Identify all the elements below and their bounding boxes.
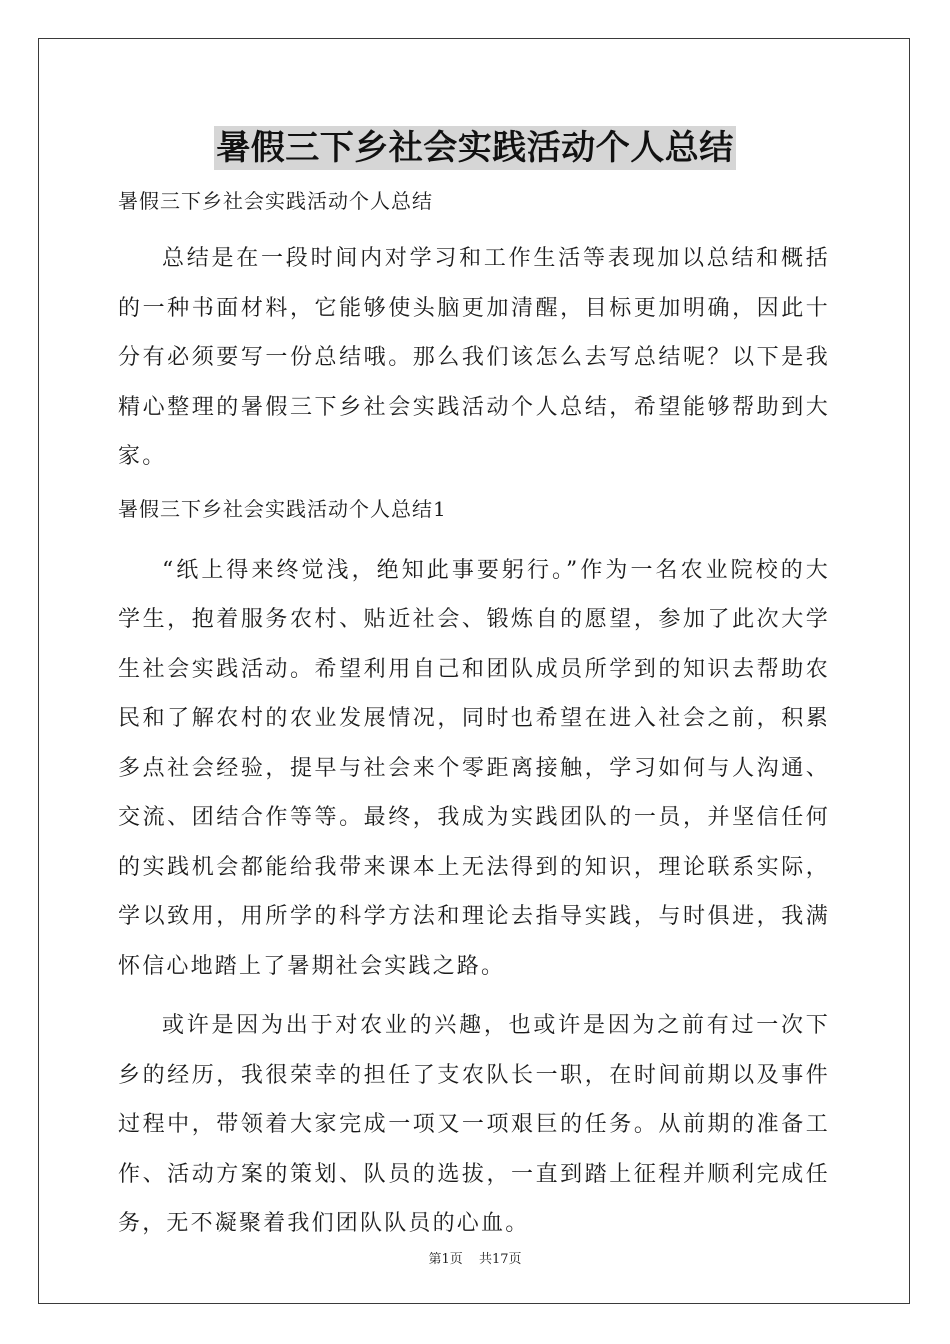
- body-paragraph-1: “纸上得来终觉浅，绝知此事要躬行。”作为一名农业院校的大学生，抱着服务农村、贴近社会、锻炼自的愿望，参加了此次大学生社会实践活动。希望利用自己和团队成员所学到的知识去帮助农民和了解农村的农业发展情况，同时也希望在进入社会之前，积累多点社会经验，提早与社会来个零距离接触，学习如何与人沟通、交流、团结合作等等。最终，我成为实践团队的一员，并坚信任何的实践机会都能给我带来课本上无法得到的知识，理论联系实际，学以致用，用所学的科学方法和理论去指导实践，与时俱进，我满怀信心地踏上了暑期社会实践之路。: [118, 557, 830, 979]
- section-heading: 暑假三下乡社会实践活动个人总结1: [118, 496, 447, 521]
- document-title-block: [0, 126, 950, 170]
- document-title: 暑假三下乡社会实践活动个人总结: [216, 128, 734, 168]
- intro-paragraph: 总结是在一段时间内对学习和工作生活等表现加以总结和概括的一种书面材料，它能够使头脑更加清醒，目标更加明确，因此十分有必须要写一份总结哦。那么我们该怎么去写总结呢？以下是我精心整理的暑假三下乡社会实践活动个人总结，希望能够帮助到大家。: [118, 246, 830, 469]
- document-subtitle: 暑假三下乡社会实践活动个人总结: [118, 189, 433, 213]
- body-paragraph-2: 或许是因为出于对农业的兴趣，也或许是因为之前有过一次下乡的经历，我很荣幸的担任了支农队长一职，在时间前期以及事件过程中，带领着大家完成一项又一项艰巨的任务。从前期的准备工作、活动方案的策划、队员的选拔，一直到踏上征程并顺利完成任务，无不凝聚着我们团队队员的心血。: [118, 1013, 830, 1236]
- page-footer: [0, 1248, 950, 1267]
- page-number: 第1页: [428, 1252, 463, 1267]
- document-body: [118, 180, 830, 1249]
- page-total: 共17页: [478, 1252, 522, 1267]
